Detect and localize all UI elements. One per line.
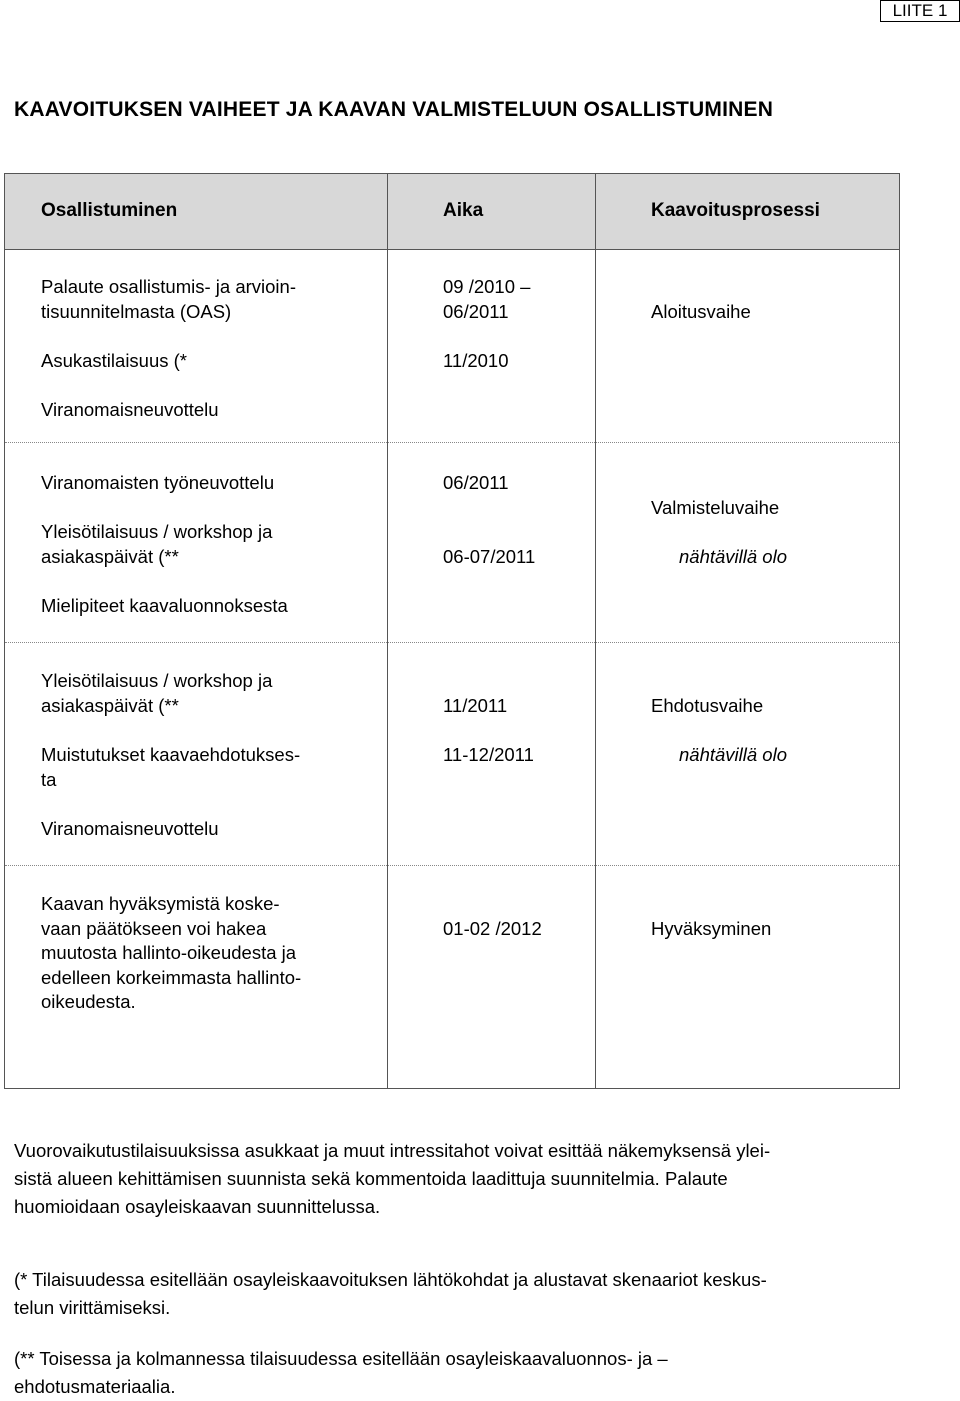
row3-time-display: 11-12/2011: [443, 744, 534, 765]
row3-participation-objections: Muistutukset kaavaehdotukses- ta: [41, 744, 301, 790]
header-participation: Osallistuminen: [41, 200, 178, 221]
row4-time: 01-02 /2012: [443, 918, 542, 939]
row-divider: [5, 865, 899, 866]
row3-process-note: nähtävillä olo: [679, 744, 787, 765]
footnote-2: (** Toisessa ja kolmannessa tilaisuudessa esitellään osayleiskaavaluonnos- ja – ehdotusmateriaalia.: [14, 1348, 668, 1397]
header-time: Aika: [443, 200, 484, 221]
row3-process-phase: Ehdotusvaihe: [651, 695, 764, 716]
row4-participation-appeal: Kaavan hyväksymistä koske- vaan päätökseen voi hakea muutosta hallinto-oikeudesta ja edelleen korkeimmasta hallinto- oikeudesta.: [41, 893, 302, 1012]
column-divider: [595, 174, 596, 1088]
row1-time-event: 11/2010: [443, 350, 509, 371]
planning-phases-table: [4, 173, 900, 1089]
header-process: Kaavoitusprosessi: [651, 200, 820, 221]
row1-time-period: 09 /2010 – 06/2011: [443, 276, 531, 322]
column-divider: [387, 174, 388, 1088]
row3-time-workshop: 11/2011: [443, 695, 508, 716]
footnote-1: (* Tilaisuudessa esitellään osayleiskaavoituksen lähtökohdat ja alustavat skenaariot keskus- telun virittämiseksi.: [14, 1269, 767, 1318]
row2-process-phase: Valmisteluvaihe: [651, 497, 780, 518]
row3-participation-authority-meeting: Viranomaisneuvottelu: [41, 818, 219, 839]
row-divider: [5, 642, 899, 643]
row2-time-meeting: 06/2011: [443, 472, 509, 493]
row2-participation-workmeeting: Viranomaisten työneuvottelu: [41, 472, 275, 493]
row3-participation-workshop: Yleisötilaisuus / workshop ja asiakaspäivät (**: [41, 670, 273, 716]
appendix-label: LIITE 1: [880, 0, 960, 22]
table-header: [5, 174, 899, 250]
interaction-paragraph: Vuorovaikutustilaisuuksissa asukkaat ja muut intressitahot voivat esittää näkemyksensä ylei- sistä alueen kehittämisen suunnista sekä kommentoida laadittuja suunnitelmia. Palaute huomioidaan osayleiskaavan suunnittelussa.: [14, 1140, 771, 1217]
row2-process-note: nähtävillä olo: [679, 546, 787, 567]
row-divider: [5, 442, 899, 443]
row2-participation-opinions: Mielipiteet kaavaluonnoksesta: [41, 595, 288, 616]
document-title: KAAVOITUKSEN VAIHEET JA KAAVAN VALMISTELUUN OSALLISTUMINEN: [14, 98, 774, 121]
row4-process-phase: Hyväksyminen: [651, 918, 772, 939]
row1-participation-oas: Palaute osallistumis- ja arvioin- tisuunnitelmasta (OAS): [41, 276, 296, 322]
row2-participation-workshop: Yleisötilaisuus / workshop ja asiakaspäivät (**: [41, 521, 273, 567]
row2-time-workshop: 06-07/2011: [443, 546, 536, 567]
row1-process-phase: Aloitusvaihe: [651, 301, 751, 322]
row1-participation-resident-event: Asukastilaisuus (*: [41, 350, 188, 371]
row1-participation-authority-meeting: Viranomaisneuvottelu: [41, 399, 219, 420]
